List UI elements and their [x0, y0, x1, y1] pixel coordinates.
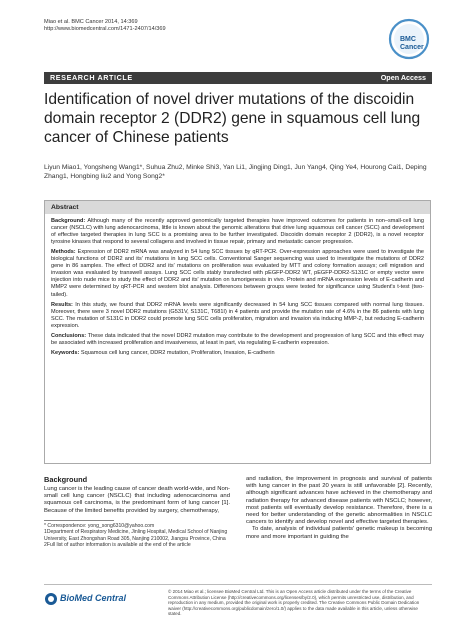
correspondence-note: * Correspondence: yong_song6310@yahoo.com — [44, 523, 155, 529]
label: Conclusions: — [51, 332, 87, 339]
author-info-note: 2Full list of author information is available at the end of the article — [44, 542, 191, 549]
text: In this study, we found that DDR2 mRNA levels were significantly decreased in 54 lung SCC tissues compared with normal lung tissues. Moreover, there were 3 novel DDR2 mutations (G531V, S131C, T681I) in 4 patients and provide the mutation rate of 4.6% in the 86 patients with lung SCC. The mutation of S131C in DDR2 could promote lung SCC cells proliferation, migration and invasion via inducing MMP-2, but reducing E-cadherin expression. — [51, 301, 424, 329]
abstract-conclusions — [51, 333, 424, 347]
footer-divider — [44, 584, 432, 585]
author-list: Liyun Miao1, Yongsheng Wang1*, Suhua Zhu2, Minke Shi3, Yan Li1, Jingjing Ding1, Jun Yang4, Qing Ye4, Hourong Cai1, Deping Zhang1, Hongbing liu2 and Yong Song2* — [44, 164, 427, 180]
biomed-central-logo-icon — [44, 592, 58, 606]
logo-cancer: Cancer — [400, 44, 424, 51]
article-type: RESEARCH ARTICLE — [50, 73, 133, 82]
label: Keywords: — [51, 349, 80, 356]
article-type-banner — [44, 72, 432, 84]
open-access-label: Open Access — [380, 73, 426, 82]
section-heading: Background — [44, 475, 88, 484]
text: These data indicated that the novel DDR2 mutation may contribute to the development and progression of lung SCC and this effect may be associated with increased proliferation and invasiveness, at least in part, via regulating E-cadherin expression. — [51, 332, 424, 346]
label: Background: — [51, 218, 86, 225]
paragraph: To date, analysis of individual patients' genetic makeup is becoming more and more important in guiding the — [246, 526, 432, 540]
abstract-box — [44, 200, 431, 464]
footnote-separator — [44, 520, 114, 521]
label: Results: — [51, 301, 73, 308]
abstract-results — [51, 302, 424, 330]
abstract-background — [51, 218, 424, 246]
text: Squamous cell lung cancer, DDR2 mutation, Proliferation, Invasion, E-cadherin — [80, 349, 275, 356]
journal-logo-text — [400, 36, 424, 52]
abstract-keywords — [51, 350, 424, 357]
text: Although many of the recently approved genomically targeted therapies have improved outcomes for patients in non–small-cell lung cancer (NSCLC) with lung adenocarcinoma, little is known about the genomic alterations that drive lung squamous cell cancer (SCC) and development of effective targeted therapies in lung SCC is a promising area to be further investigated. Discoidin domain receptor 2 (DDR2), is a novel receptor tyrosine kinases that respond to several collagens and involved in tissue repair, primary and metastatic cancer progression. — [51, 218, 424, 246]
paragraph: and radiation, the improvement in prognosis and survival of patients with lung cancer in the past 20 years is still unfavorable [2]. Recently, although significant advances have achieved in the chemotherapy and radiation therapy for advanced disease patients with NSCLC; however, most patients will eventually develop resistance. Therefore, there is a need for better understanding of the genetic abnormalities in NSCLC cancers to identify and develop novel and effective targeted therapies. — [246, 476, 432, 526]
abstract-heading: Abstract — [45, 201, 430, 214]
affiliation-note: 1Department of Respiratory Medicine, Jinling Hospital, Medical School of Nanjing University, East Zhongshan Road 305, Nanjing 210002, Jiangsu Province, China — [44, 529, 228, 542]
abstract-methods — [51, 249, 424, 298]
paper-title: Identification of novel driver mutations of the discoidin domain receptor 2 (DDR2) gene in squamous cell lung cancer of Chinese patients — [44, 91, 421, 146]
footnotes — [44, 523, 230, 549]
citation-line: Miao et al. BMC Cancer 2014, 14:369 — [44, 19, 138, 25]
text: Expression of DDR2 mRNA was analyzed in 54 lung SCC tissues by qRT-PCR. Over-expression approaches were used to investigate the biological functions of DDR2 and its' mutations in lung SCC cells. Conventional Sanger sequencing was used to investigate the mutations of DDR2 gene in 86 samples. The effect of DDR2 and its' mutations on proliferation was evaluated by MTT and colony formation assays; cell migration and invasion was evaluated by transwell assays. Lung SCC cells stably transfected with pEGFP-DDR2 WT, pEGFP-DDR2-S131C or empty vector were injection into nude mice to study the effect of DDR2 and its' mutation on tumorigenesis in vivo. Protein and mRNA expression levels of E-cadherin and MMP2 were determined by qRT-PCR and western blot analysis. Differences between groups were tested for significance using Student's t-test (two-tailed). — [51, 249, 425, 298]
license-text: © 2014 Miao et al.; licensee BioMed Central Ltd. This is an Open Access article distributed under the terms of the Creative Commons Attribution License (http://creativecommons.org/licenses/by/2.0), which permits unrestricted use, distribution, and reproduction in any medium, provided the original work is properly credited. The Creative Commons Public Domain Dedication waiver (http://creativecommons.org/publicdomain/zero/1.0/) applies to the data made available in this article, unless otherwise stated. — [168, 589, 420, 617]
logo-bmc: BMC — [400, 36, 416, 43]
citation-header — [44, 19, 166, 34]
label: Methods: — [51, 249, 76, 256]
body-right-column — [246, 476, 432, 541]
paragraph: Lung cancer is the leading cause of cancer death world-wide, and Non-small cell lung cancer (NSCLC) that including adenocarcinoma and squamous cell carcinoma, is the predominant form of lung cancer [1]. Because of the limited benefits provided by surgery, chemotherapy, — [44, 486, 230, 514]
citation-url[interactable]: http://www.biomedcentral.com/1471-2407/14/369 — [44, 26, 166, 33]
publisher-name: BioMed Central — [60, 593, 127, 603]
body-left-column — [44, 486, 230, 515]
